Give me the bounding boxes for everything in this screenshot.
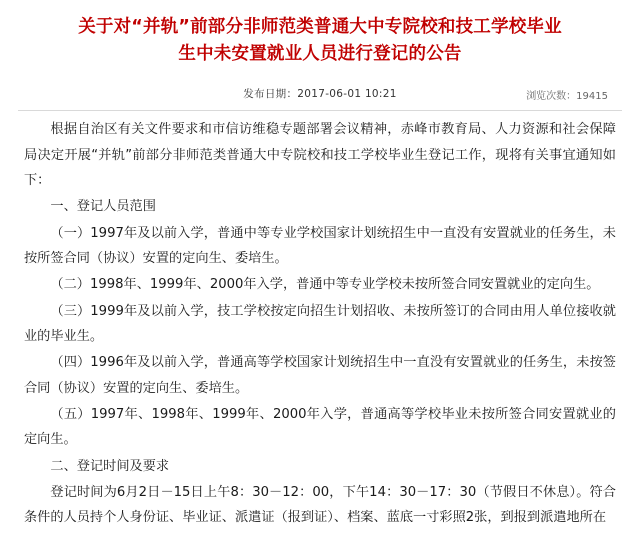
- view-count: 浏览次数：19415: [526, 91, 608, 103]
- publish-date: 发布日期：2017-06-01 10:21: [243, 88, 397, 101]
- page-title-line-2: 生中未安置就业人员进行登记的公告: [178, 44, 462, 65]
- page-title: [24, 14, 616, 68]
- section-heading: 一、登记人员范围: [50, 199, 156, 215]
- divider: [18, 110, 622, 111]
- paragraph: （三）1999年及以前入学，技工学校按定向招生计划招收、未按所签订的合同由用人单位接收就业的毕业生。: [24, 303, 616, 344]
- paragraph: （五）1997年、1998年、1999年、2000年入学，普通高等学校毕业未按所签合同安置就业的定向生。: [24, 407, 616, 448]
- paragraph: 根据自治区有关文件要求和市信访维稳专题部署会议精神，赤峰市教育局、人力资源和社会保障局决定开展“并轨”前部分非师范类普通大中专院校和技工学校毕业生登记工作，现将有关事宜通知如下：: [24, 122, 616, 188]
- paragraph: （四）1996年及以前入学，普通高等学校国家计划统招生中一直没有安置就业的任务生，未按签合同（协议）安置的定向生、委培生。: [24, 355, 616, 396]
- paragraph: （二）1998年、1999年、2000年入学，普通中等专业学校未按所签合同安置就业的定向生。: [50, 277, 600, 293]
- document-meta: [18, 86, 622, 108]
- page-title-line-1: 关于对“并轨”前部分非师范类普通大中专院校和技工学校毕业: [78, 17, 562, 37]
- paragraph: 登记时间为6月2日－15日上午8：30－12：00，下午14：30－17：30（节假日不休息）。符合条件的人员持个人身份证、毕业证、派遣证（报到证）、档案、蓝底一寸彩照2张，到报到派遣地所在: [24, 485, 616, 526]
- paragraph: （一）1997年及以前入学，普通中等专业学校国家计划统招生中一直没有安置就业的任务生，未按所签合同（协议）安置的定向生、委培生。: [24, 225, 616, 266]
- section-heading: 二、登记时间及要求: [50, 458, 170, 474]
- document-body: [18, 117, 622, 531]
